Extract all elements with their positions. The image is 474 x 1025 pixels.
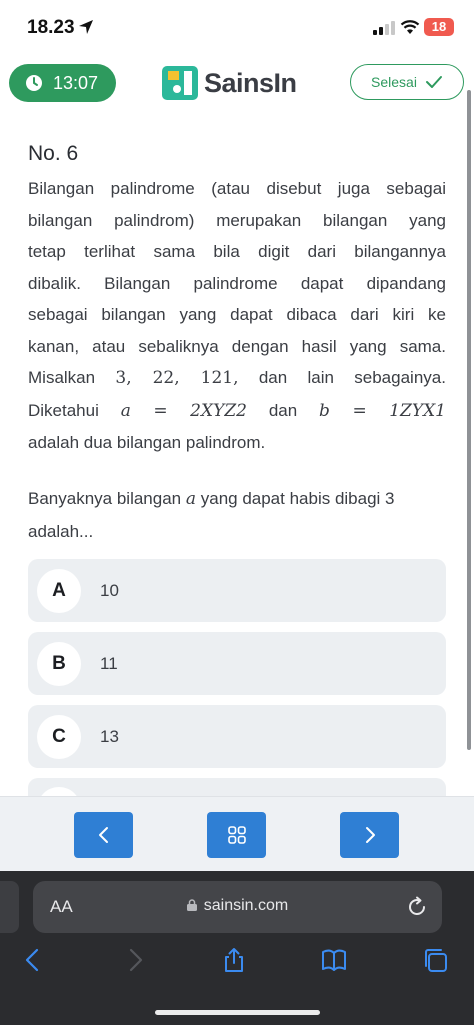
question-text-fragment: dan (258, 368, 288, 387)
question-text-fragment: Misalkan (28, 368, 96, 387)
status-time: 18.23 (27, 17, 75, 38)
option-value: 11 (100, 653, 118, 673)
question-number: No. 6 (28, 142, 79, 165)
battery-level: 18 (431, 19, 447, 34)
grid-icon (227, 825, 247, 845)
question-text-fragment: yang dapat habis dibagi 3 (200, 489, 395, 508)
browser-toolbar (0, 871, 474, 1025)
back-icon[interactable] (20, 947, 46, 973)
finish-button-label: Selesai (371, 74, 417, 90)
home-indicator (155, 1010, 320, 1015)
question-line (28, 362, 446, 395)
question-list-button[interactable] (207, 812, 266, 858)
question-prompt (28, 483, 448, 547)
url-display (33, 897, 442, 915)
question-navigation (0, 796, 474, 871)
status-bar (0, 0, 474, 58)
address-bar[interactable] (33, 881, 442, 933)
question-text-fragment: Banyaknya bilangan (28, 489, 182, 508)
lock-icon (187, 899, 197, 911)
option-a[interactable] (28, 559, 446, 622)
question-line: dibalik. Bilangan palindrome dapat dipandang (28, 273, 446, 293)
option-b[interactable] (28, 632, 446, 695)
option-value: 13 (100, 726, 119, 746)
question-text-fragment: adalah... (28, 521, 94, 541)
question-line: sebagai bilangan yang dapat dibaca dari kiri ke (28, 305, 446, 324)
chevron-right-icon (360, 825, 380, 845)
brand-logo (162, 66, 297, 100)
option-letter: C (37, 715, 81, 759)
timer-text: 13:07 (53, 72, 99, 93)
previous-tab-peek[interactable] (0, 881, 19, 933)
finish-button[interactable] (350, 64, 464, 100)
option-c[interactable] (28, 705, 446, 768)
question-line: tetap terlihat sama bila digit dari bilangannya (28, 242, 446, 261)
math-expression-b: b = 1ZYX1 (319, 400, 446, 421)
question-line: Bilangan palindrome (atau disebut juga sebagai (28, 179, 446, 198)
question-text-fragment: dan (268, 400, 298, 420)
wifi-icon (400, 19, 420, 35)
timer-badge (9, 64, 116, 102)
option-letter: A (37, 569, 81, 613)
share-icon[interactable] (221, 947, 247, 973)
url-text: sainsin.com (203, 897, 289, 914)
page-scrollbar[interactable] (467, 90, 471, 750)
option-value: 10 (100, 580, 119, 600)
bookmarks-icon[interactable] (321, 947, 347, 973)
logo-icon (162, 66, 198, 100)
forward-icon[interactable] (122, 947, 148, 973)
question-text (28, 173, 446, 459)
location-arrow-icon (78, 19, 94, 35)
signal-icon (373, 21, 395, 35)
chevron-left-icon (94, 825, 114, 845)
tabs-icon[interactable] (422, 947, 448, 973)
question-line (28, 395, 446, 428)
clock-icon (25, 74, 43, 92)
question-line: adalah dua bilangan palindrom. (28, 433, 266, 452)
check-icon (425, 74, 443, 90)
previous-question-button[interactable] (74, 812, 133, 858)
question-text-fragment: Diketahui (28, 400, 99, 420)
math-expression-a: a = 2XYZ2 (120, 400, 247, 421)
question-line: bilangan palindrom) merupakan bilangan yang (28, 210, 446, 230)
reload-icon[interactable] (406, 896, 428, 918)
question-line: kanan, atau sebaliknya dengan hasil yang sama. (28, 336, 446, 356)
text-size-button[interactable]: AA (50, 897, 73, 916)
brand-name: SainsIn (204, 67, 297, 98)
question-text-fragment: lain sebagainya. (307, 368, 446, 387)
math-variable: a (185, 489, 196, 509)
battery-icon (424, 18, 454, 36)
option-letter: B (37, 642, 81, 686)
math-example-numbers: 3, 22, 121, (115, 368, 239, 388)
next-question-button[interactable] (340, 812, 399, 858)
